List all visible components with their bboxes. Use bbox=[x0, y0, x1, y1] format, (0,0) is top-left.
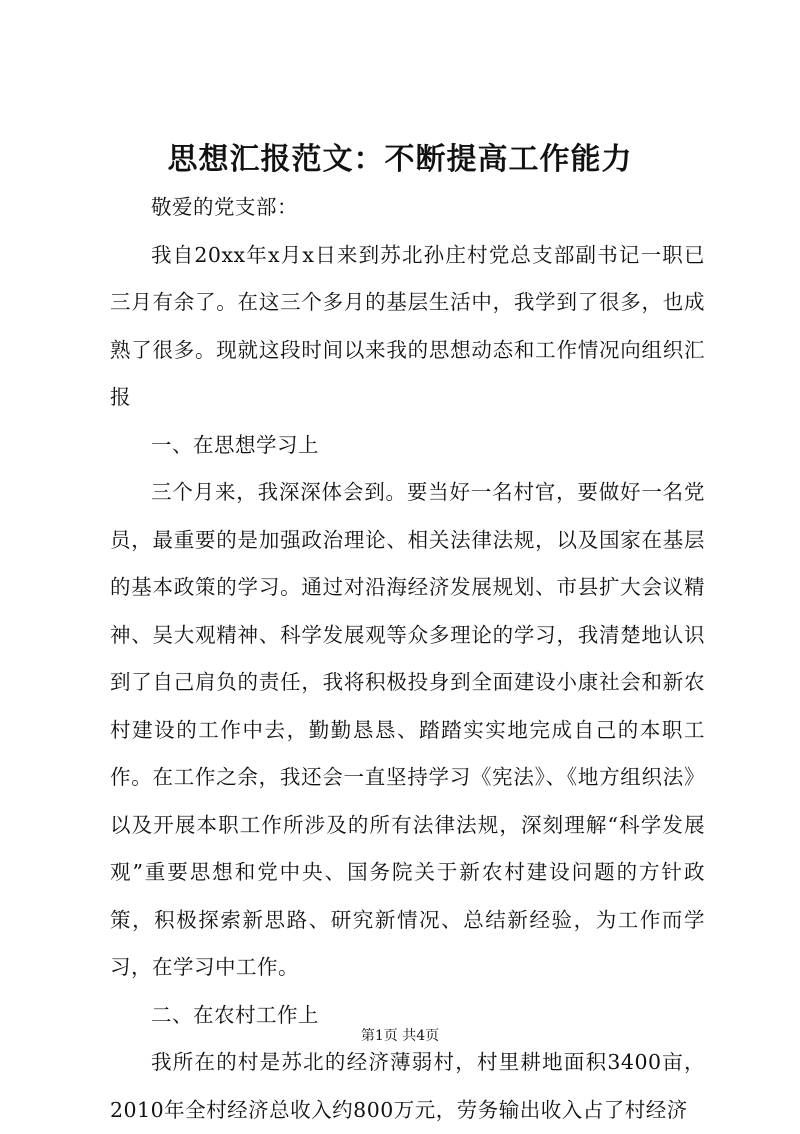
section-heading-study: 一、在思想学习上 bbox=[151, 432, 319, 457]
document-body bbox=[110, 184, 705, 1134]
section-heading-work: 二、在农村工作上 bbox=[151, 1002, 319, 1027]
paragraph-intro: 我自20xx年x月x日来到苏北孙庄村党总支部副书记一职已三月有余了。在这三个多月的基层生活中，我学到了很多，也成熟了很多。现就这段时间以来我的思想动态和工作情况向组织汇报 bbox=[110, 242, 705, 409]
document-title: 思想汇报范文：不断提高工作能力 bbox=[167, 142, 633, 177]
paragraph-study: 三个月来，我深深体会到。要当好一名村官，要做好一名党员，最重要的是加强政治理论、相关法律法规，以及国家在基层的基本政策的学习。通过对沿海经济发展规划、市县扩大会议精神、吴大观精神、科学发展观等众多理论的学习，我清楚地认识到了自己肩负的责任，我将积极投身到全面建设小康社会和新农村建设的工作中去，勤勤恳恳、踏踏实实地完成自己的本职工作。在工作之余，我还会一直坚持学习《宪法》、《地方组织法》以及开展本职工作所涉及的所有法律法规，深刻理解“科学发展观”重要思想和党中央、国务院关于新农村建设问题的方针政策，积极探索新思路、研究新情况、总结新经验，为工作而学习，在学习中工作。 bbox=[110, 480, 705, 979]
page-indicator: 第1页 共4页 bbox=[360, 1028, 440, 1044]
salutation: 敬爱的党支部： bbox=[151, 195, 298, 219]
paragraph-work: 我所在的村是苏北的经济薄弱村，村里耕地面积3400亩，2010年全村经济总收入约800万元，劳务输出收入占了村经济 bbox=[110, 1050, 705, 1122]
